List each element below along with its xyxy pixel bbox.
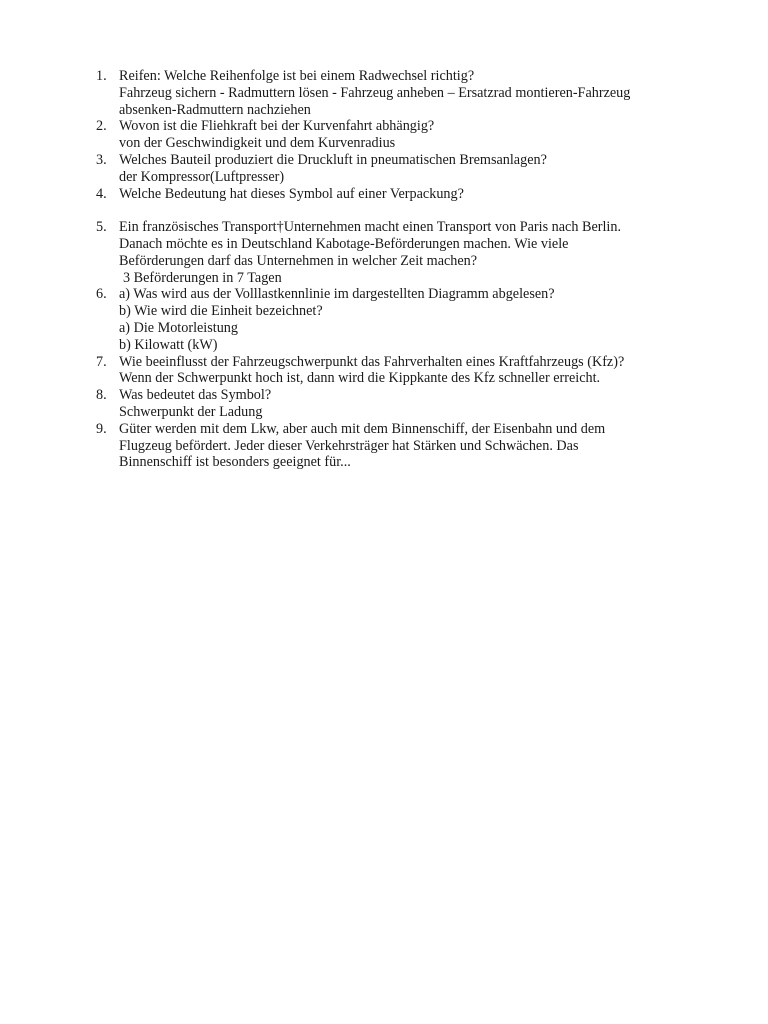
question-item xyxy=(96,118,696,152)
answer-text: a) Die Motorleistung xyxy=(119,319,238,336)
question-text: Wie beeinflusst der Fahrzeugschwerpunkt das Fahrverhalten eines Kraftfahrzeugs (Kfz)? xyxy=(119,353,625,370)
question-text: Flugzeug befördert. Jeder dieser Verkehrsträger hat Stärken und Schwächen. Das xyxy=(119,437,579,454)
question-item xyxy=(96,354,696,388)
answer-text: b) Kilowatt (kW) xyxy=(119,336,218,353)
question-item xyxy=(96,387,696,421)
question-number: 7. xyxy=(96,353,107,370)
question-number: 2. xyxy=(96,118,107,135)
question-text: Ein französisches Transport†Unternehmen macht einen Transport von Paris nach Berlin. xyxy=(119,219,621,236)
question-number: 8. xyxy=(96,387,107,404)
answer-text: 3 Beförderungen in 7 Tagen xyxy=(123,269,282,286)
question-number: 6. xyxy=(96,286,107,303)
question-text: Güter werden mit dem Lkw, aber auch mit dem Binnenschiff, der Eisenbahn und dem xyxy=(119,420,606,437)
question-text: Welches Bauteil produziert die Druckluft in pneumatischen Bremsanlagen? xyxy=(119,151,547,168)
answer-text: der Kompressor(Luftpresser) xyxy=(119,168,285,185)
question-number: 3. xyxy=(96,151,107,168)
answer-text: von der Geschwindigkeit und dem Kurvenradius xyxy=(119,135,396,152)
question-text: Danach möchte es in Deutschland Kabotage-Beförderungen machen. Wie viele xyxy=(119,235,569,252)
question-item xyxy=(96,186,696,203)
question-number: 5. xyxy=(96,219,107,236)
question-text: Binnenschiff ist besonders geeignet für... xyxy=(119,454,351,471)
question-number: 1. xyxy=(96,68,107,84)
question-item xyxy=(96,219,696,286)
question-item xyxy=(96,152,696,186)
question-text: Reifen: Welche Reihenfolge ist bei einem Radwechsel richtig? xyxy=(119,68,475,84)
answer-text: absenken-Radmuttern nachziehen xyxy=(119,101,311,118)
question-item xyxy=(96,421,696,471)
question-text: Welche Bedeutung hat dieses Symbol auf einer Verpackung? xyxy=(119,185,464,202)
question-text: Was bedeutet das Symbol? xyxy=(119,387,272,404)
question-text: b) Wie wird die Einheit bezeichnet? xyxy=(119,303,323,320)
question-text: Wovon ist die Fliehkraft bei der Kurvenfahrt abhängig? xyxy=(119,118,435,135)
question-item xyxy=(96,286,696,353)
question-text: Beförderungen darf das Unternehmen in welcher Zeit machen? xyxy=(119,252,478,269)
question-item xyxy=(96,68,696,118)
question-text: a) Was wird aus der Volllastkennlinie im dargestellten Diagramm abgelesen? xyxy=(119,286,555,303)
question-number: 4. xyxy=(96,185,107,202)
question-list xyxy=(96,68,696,471)
question-number: 9. xyxy=(96,420,107,437)
answer-text: Wenn der Schwerpunkt hoch ist, dann wird die Kippkante des Kfz schneller erreicht. xyxy=(119,370,601,387)
answer-text: Schwerpunkt der Ladung xyxy=(119,403,263,420)
answer-text: Fahrzeug sichern - Radmuttern lösen - Fahrzeug anheben – Ersatzrad montieren-Fahrzeug xyxy=(119,84,631,101)
